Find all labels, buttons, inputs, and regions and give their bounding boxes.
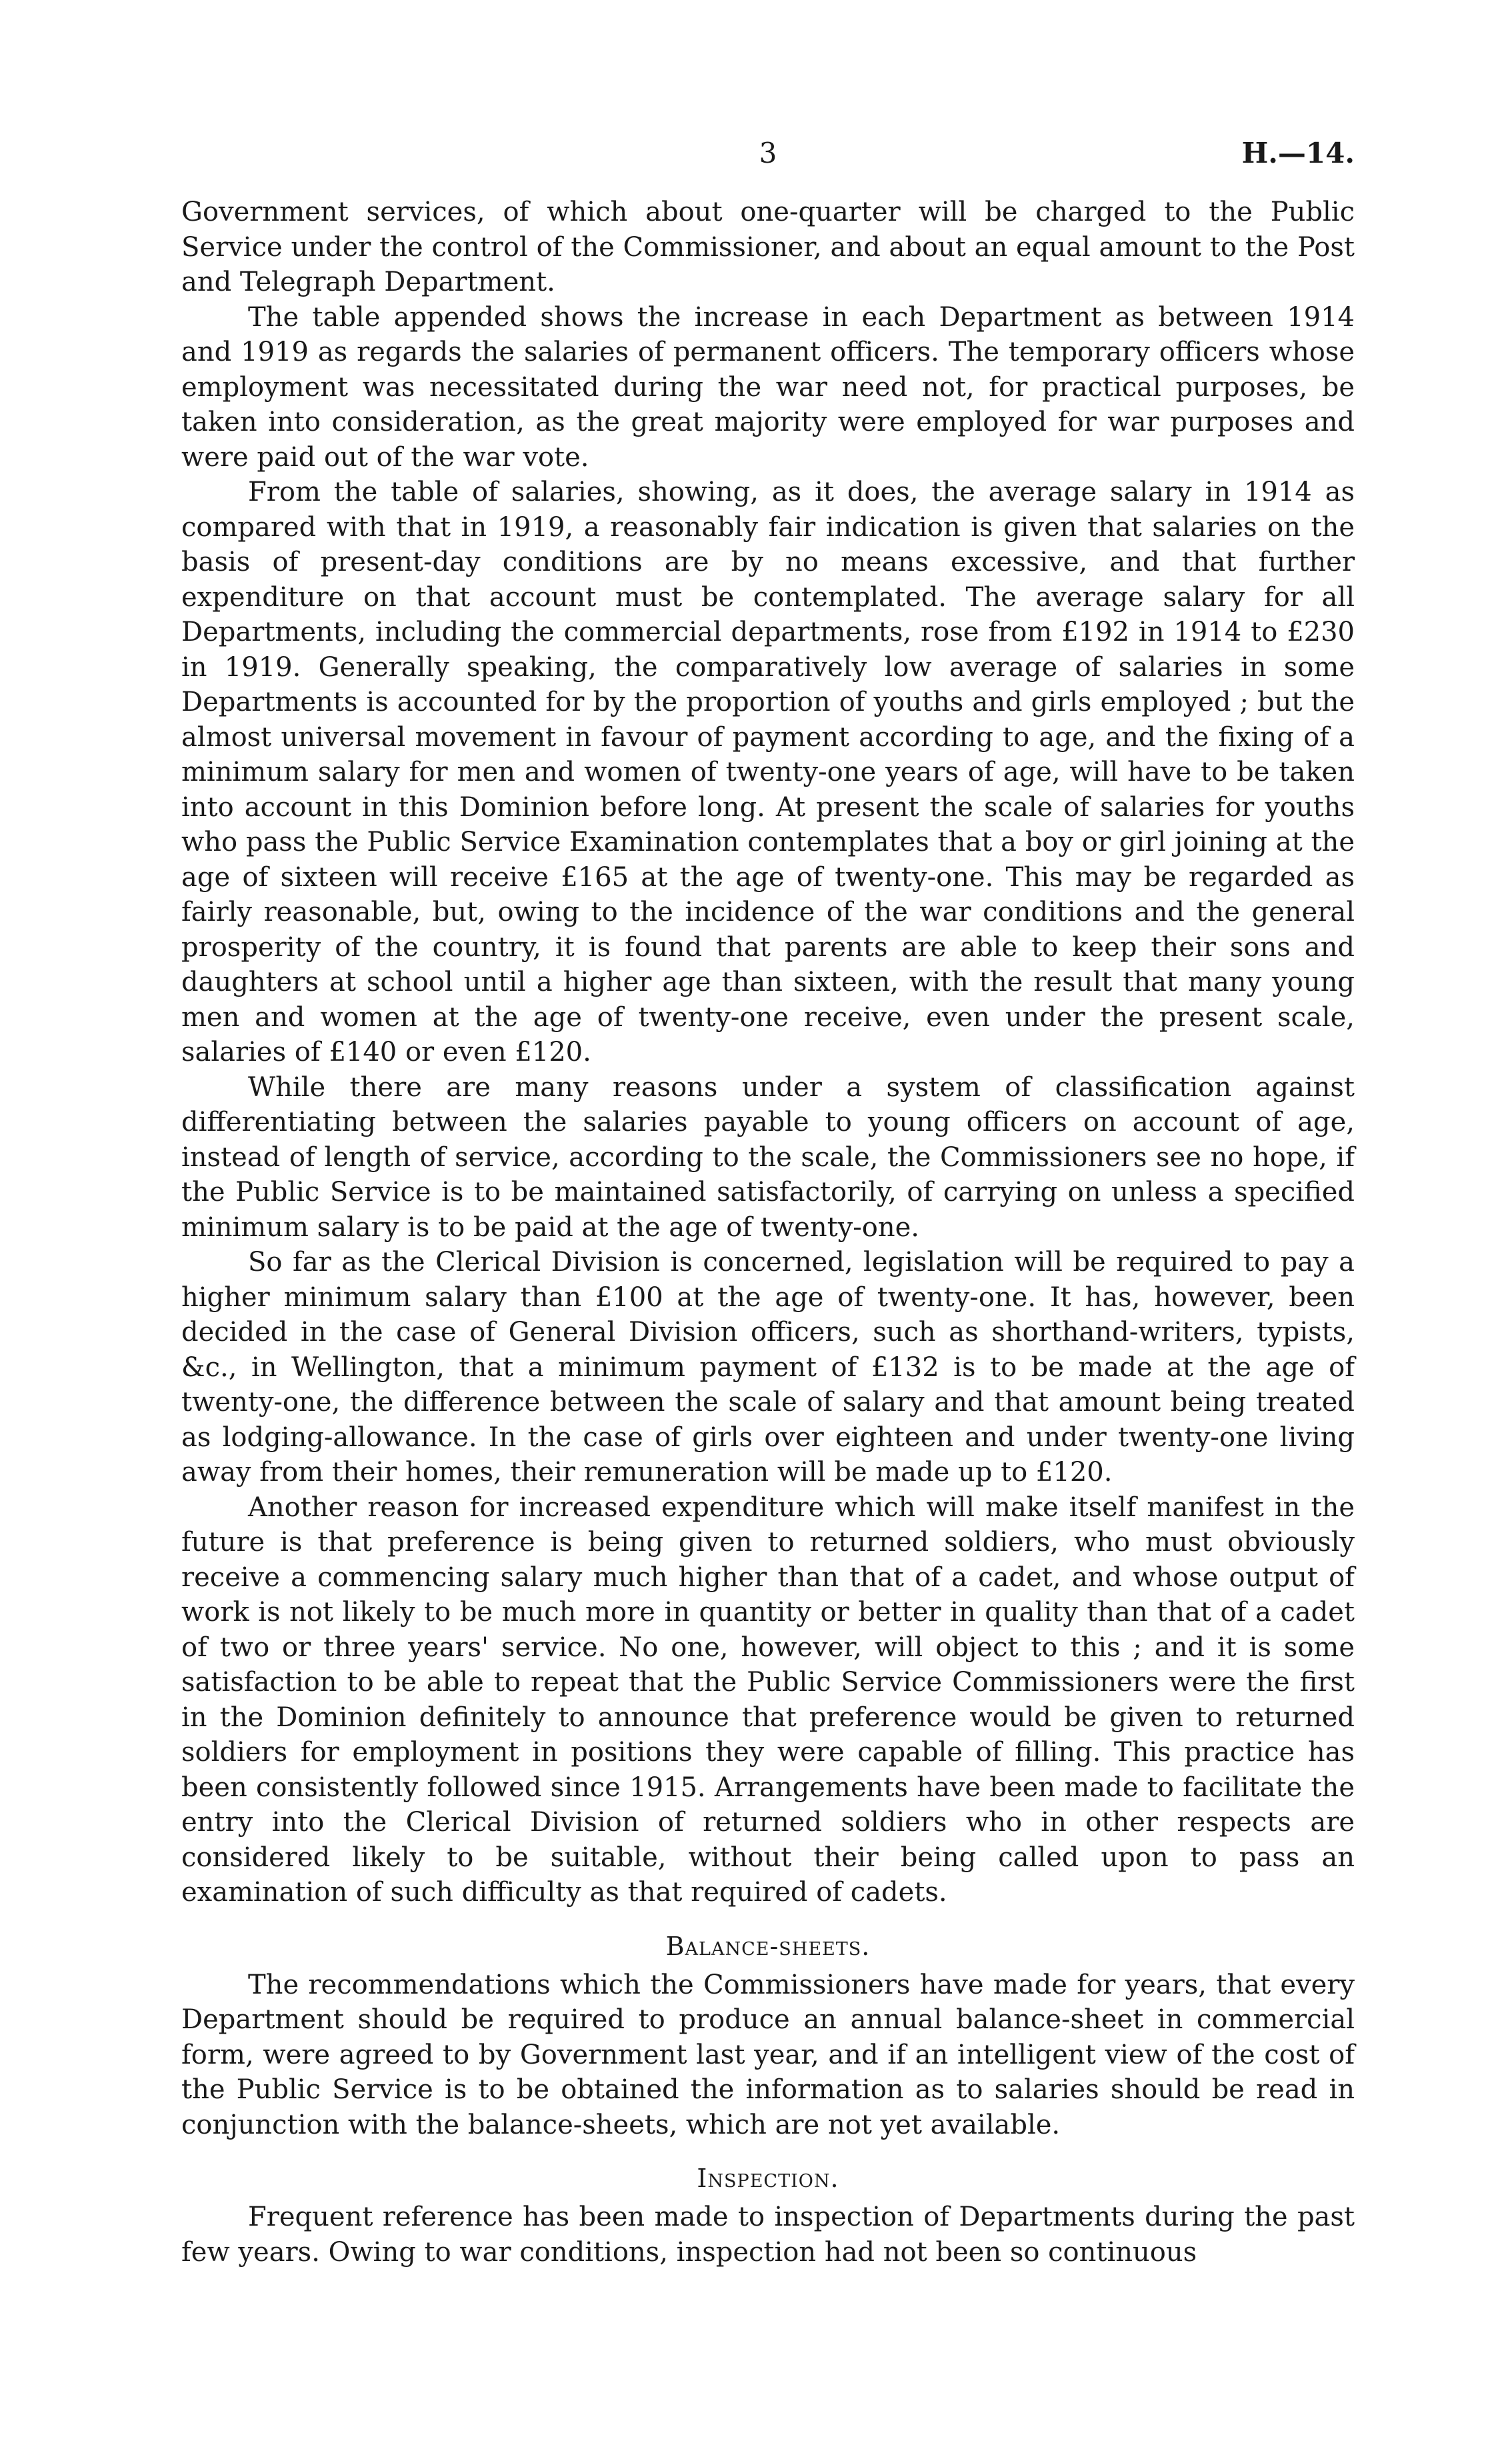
paragraph: Another reason for increased expenditure which will make itself manifest in the future is that preference is being given to returned soldiers, who must obviously receive a commencing salary much higher than that of a cadet, and whose output of work is not likely to be much more in quantity or better in quality than that of a cadet of two or three years' service. No one, however, will object to this ; and it is some satisfaction to be able to repeat that the Public Service Commissioners were the first in the Dominion definitely to announce that preference would be given to returned soldiers for employment in positions they were capable of filling. This practice has been consistently followed since 1915. Arrangements have been made to facilitate the entry into the Clerical Division of returned soldiers who in other respects are considered likely to be suitable, without their being called upon to pass an examination of such difficulty as that required of cadets.	[181, 1492, 1355, 1908]
paragraph: Frequent reference has been made to inspection of Departments during the past few years. Owing to war conditions, inspection had not been so continuous	[181, 2202, 1355, 2268]
paragraph: While there are many reasons under a system of classification against differentiating between the salaries payable to young officers on account of age, instead of length of service, according to the scale, the Commissioners see no hope, if the Public Service is to be maintained satisfactorily, of carrying on unless a specified minimum salary is to be paid at the age of twenty-one.	[181, 1071, 1355, 1243]
page-number: 3	[759, 137, 777, 169]
paragraph: Government services, of which about one-quarter will be charged to the Public Service under the control of the Commissioner, and about an equal amount to the Post and Telegraph Department.	[181, 197, 1355, 297]
page-header	[181, 133, 1355, 173]
document-reference: H.—14.	[1241, 137, 1355, 169]
paragraph: So far as the Clerical Division is concerned, legislation will be required to pay a higher minimum salary than £100 at the age of twenty-one. It has, however, been decided in the case of General Division officers, such as shorthand-writers, typists, &c., in Wellington, that a minimum payment of £132 is to be made at the age of twenty-one, the difference between the scale of salary and that amount being treated as lodging-allowance. In the case of girls over eighteen and under twenty-one living away from their homes, their remuneration will be made up to £120.	[181, 1247, 1355, 1488]
section-heading-inspection: Inspection.	[697, 2164, 839, 2193]
paragraph: From the table of salaries, showing, as it does, the average salary in 1914 as compared with that in 1919, a reasonably fair indication is given that salaries on the basis of present-day conditions are by no means excessive, and that further expenditure on that account must be contemplated. The average salary for all Departments, including the commercial departments, rose from £192 in 1914 to £230 in 1919. Generally speaking, the comparatively low average of salaries in some Departments is accounted for by the proportion of youths and girls employed ; but the almost universal movement in favour of payment according to age, and the fixing of a minimum salary for men and women of twenty-one years of age, will have to be taken into account in this Dominion before long. At present the scale of salaries for youths who pass the Public Service Examination contemplates that a boy or girl joining at the age of sixteen will receive £165 at the age of twenty-one. This may be regarded as fairly reasonable, but, owing to the incidence of the war conditions and the general prosperity of the country, it is found that parents are able to keep their sons and daughters at school until a higher age than sixteen, with the result that many young men and women at the age of twenty-one receive, even under the present scale, salaries of £140 or even £120.	[181, 477, 1355, 1067]
paragraph: The table appended shows the increase in each Department as between 1914 and 1919 as regards the salaries of permanent officers. The temporary officers whose employment was necessitated during the war need not, for practical purposes, be taken into consideration, as the great majority were employed for war purposes and were paid out of the war vote.	[181, 301, 1355, 473]
body-text	[181, 195, 1355, 2270]
section-heading-balance-sheets: Balance-sheets.	[665, 1931, 871, 1961]
paragraph: The recommendations which the Commissioners have made for years, that every Department should be required to produce an annual balance-sheet in commercial form, were agreed to by Government last year, and if an intelligent view of the cost of the Public Service is to be obtained the information as to salaries should be read in conjunction with the balance-sheets, which are not yet available.	[181, 1969, 1355, 2140]
